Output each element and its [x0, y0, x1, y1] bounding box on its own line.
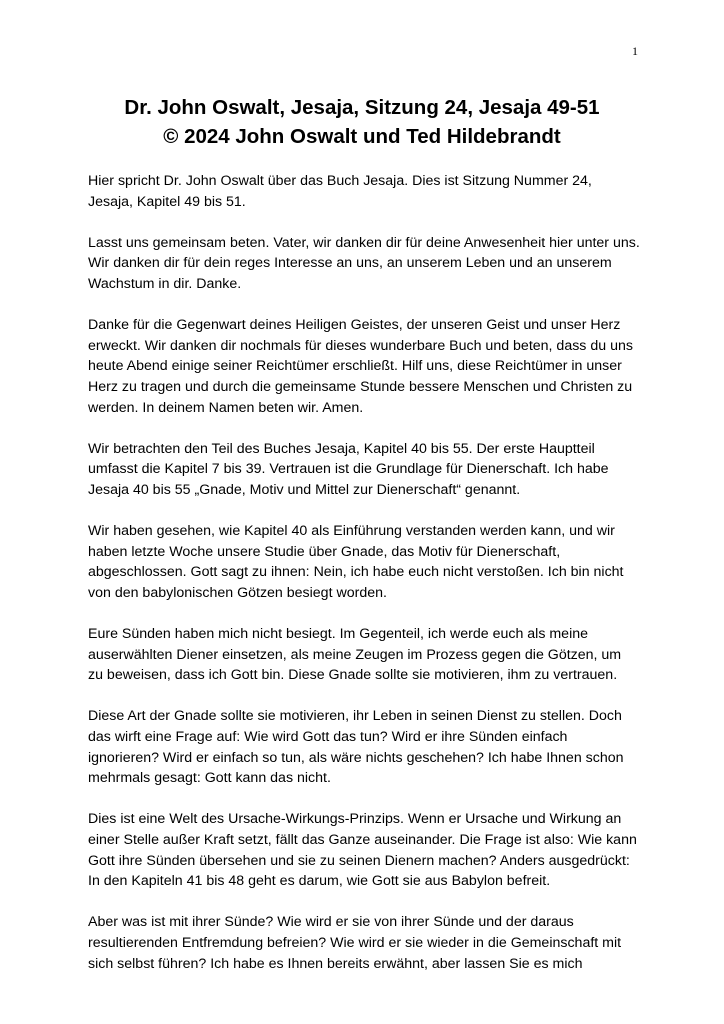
paragraph: Aber was ist mit ihrer Sünde? Wie wird er sie von ihrer Sünde und der daraus resultierenden Entfremdung befreien? Wie wird er sie wieder in die Gemeinschaft mit sich selbst führen? Ich habe es Ihnen bereits erwähnt, aber lassen Sie es mich [88, 914, 622, 972]
page-number: 1 [632, 44, 638, 58]
title-line-2: © 2024 John Oswalt und Ted Hildebrandt [163, 125, 561, 148]
document-title [60, 93, 664, 151]
paragraph: Danke für die Gegenwart deines Heiligen Geistes, der unseren Geist und unser Herz erweckt. Wir danken dir nochmals für dieses wunderbare Buch und beten, dass du uns heute Abend einige seiner Reichtümer erschließt. Hilf uns, diese Reichtümer in unser Herz zu tragen und durch die gemeinsame Stunde bessere Menschen und Christen zu werden. In deinem Namen beten wir. Amen. [88, 317, 633, 416]
title-line-1: Dr. John Oswalt, Jesaja, Sitzung 24, Jesaja 49-51 [124, 96, 600, 119]
paragraph: Wir betrachten den Teil des Buches Jesaja, Kapitel 40 bis 55. Der erste Hauptteil umfasst die Kapitel 7 bis 39. Vertrauen ist die Grundlage für Dienerschaft. Ich habe Jesaja 40 bis 55 „Gnade, Motiv und Mittel zur Dienerschaft“ genannt. [88, 440, 609, 498]
paragraph: Dies ist eine Welt des Ursache-Wirkungs-Prinzips. Wenn er Ursache und Wirkung an einer Stelle außer Kraft setzt, fällt das Ganze auseinander. Die Frage ist also: Wie kann Gott ihre Sünden übersehen und sie zu seinen Dienern machen? Anders ausgedrückt: In den Kapiteln 41 bis 48 geht es darum, wie Gott sie aus Babylon befreit. [88, 811, 637, 890]
paragraph: Hier spricht Dr. John Oswalt über das Buch Jesaja. Dies ist Sitzung Nummer 24, Jesaja, Kapitel 49 bis 51. [88, 173, 592, 210]
paragraph: Lasst uns gemeinsam beten. Vater, wir danken dir für deine Anwesenheit hier unter uns. Wir danken dir für dein reges Interesse an uns, an unserem Leben und an unserem Wachstum in dir. Danke. [88, 234, 640, 292]
document-body [88, 171, 640, 995]
paragraph: Diese Art der Gnade sollte sie motivieren, ihr Leben in seinen Dienst zu stellen. Doch das wirft eine Frage auf: Wie wird Gott das tun? Wird er ihre Sünden einfach ignorieren? Wird er einfach so tun, als wäre nichts geschehen? Ich habe Ihnen schon mehrmals gesagt: Gott kann das nicht. [88, 708, 624, 787]
paragraph: Wir haben gesehen, wie Kapitel 40 als Einführung verstanden werden kann, und wir haben letzte Woche unsere Studie über Gnade, das Motiv für Dienerschaft, abgeschlossen. Gott sagt zu ihnen: Nein, ich habe euch nicht verstoßen. Ich bin nicht von den babylonischen Götzen besiegt worden. [88, 523, 624, 601]
paragraph: Eure Sünden haben mich nicht besiegt. Im Gegenteil, ich werde euch als meine auserwählten Diener einsetzen, als meine Zeugen im Prozess gegen die Götzen, um zu beweisen, dass ich Gott bin. Diese Gnade sollte sie motivieren, ihm zu vertrauen. [88, 626, 622, 684]
